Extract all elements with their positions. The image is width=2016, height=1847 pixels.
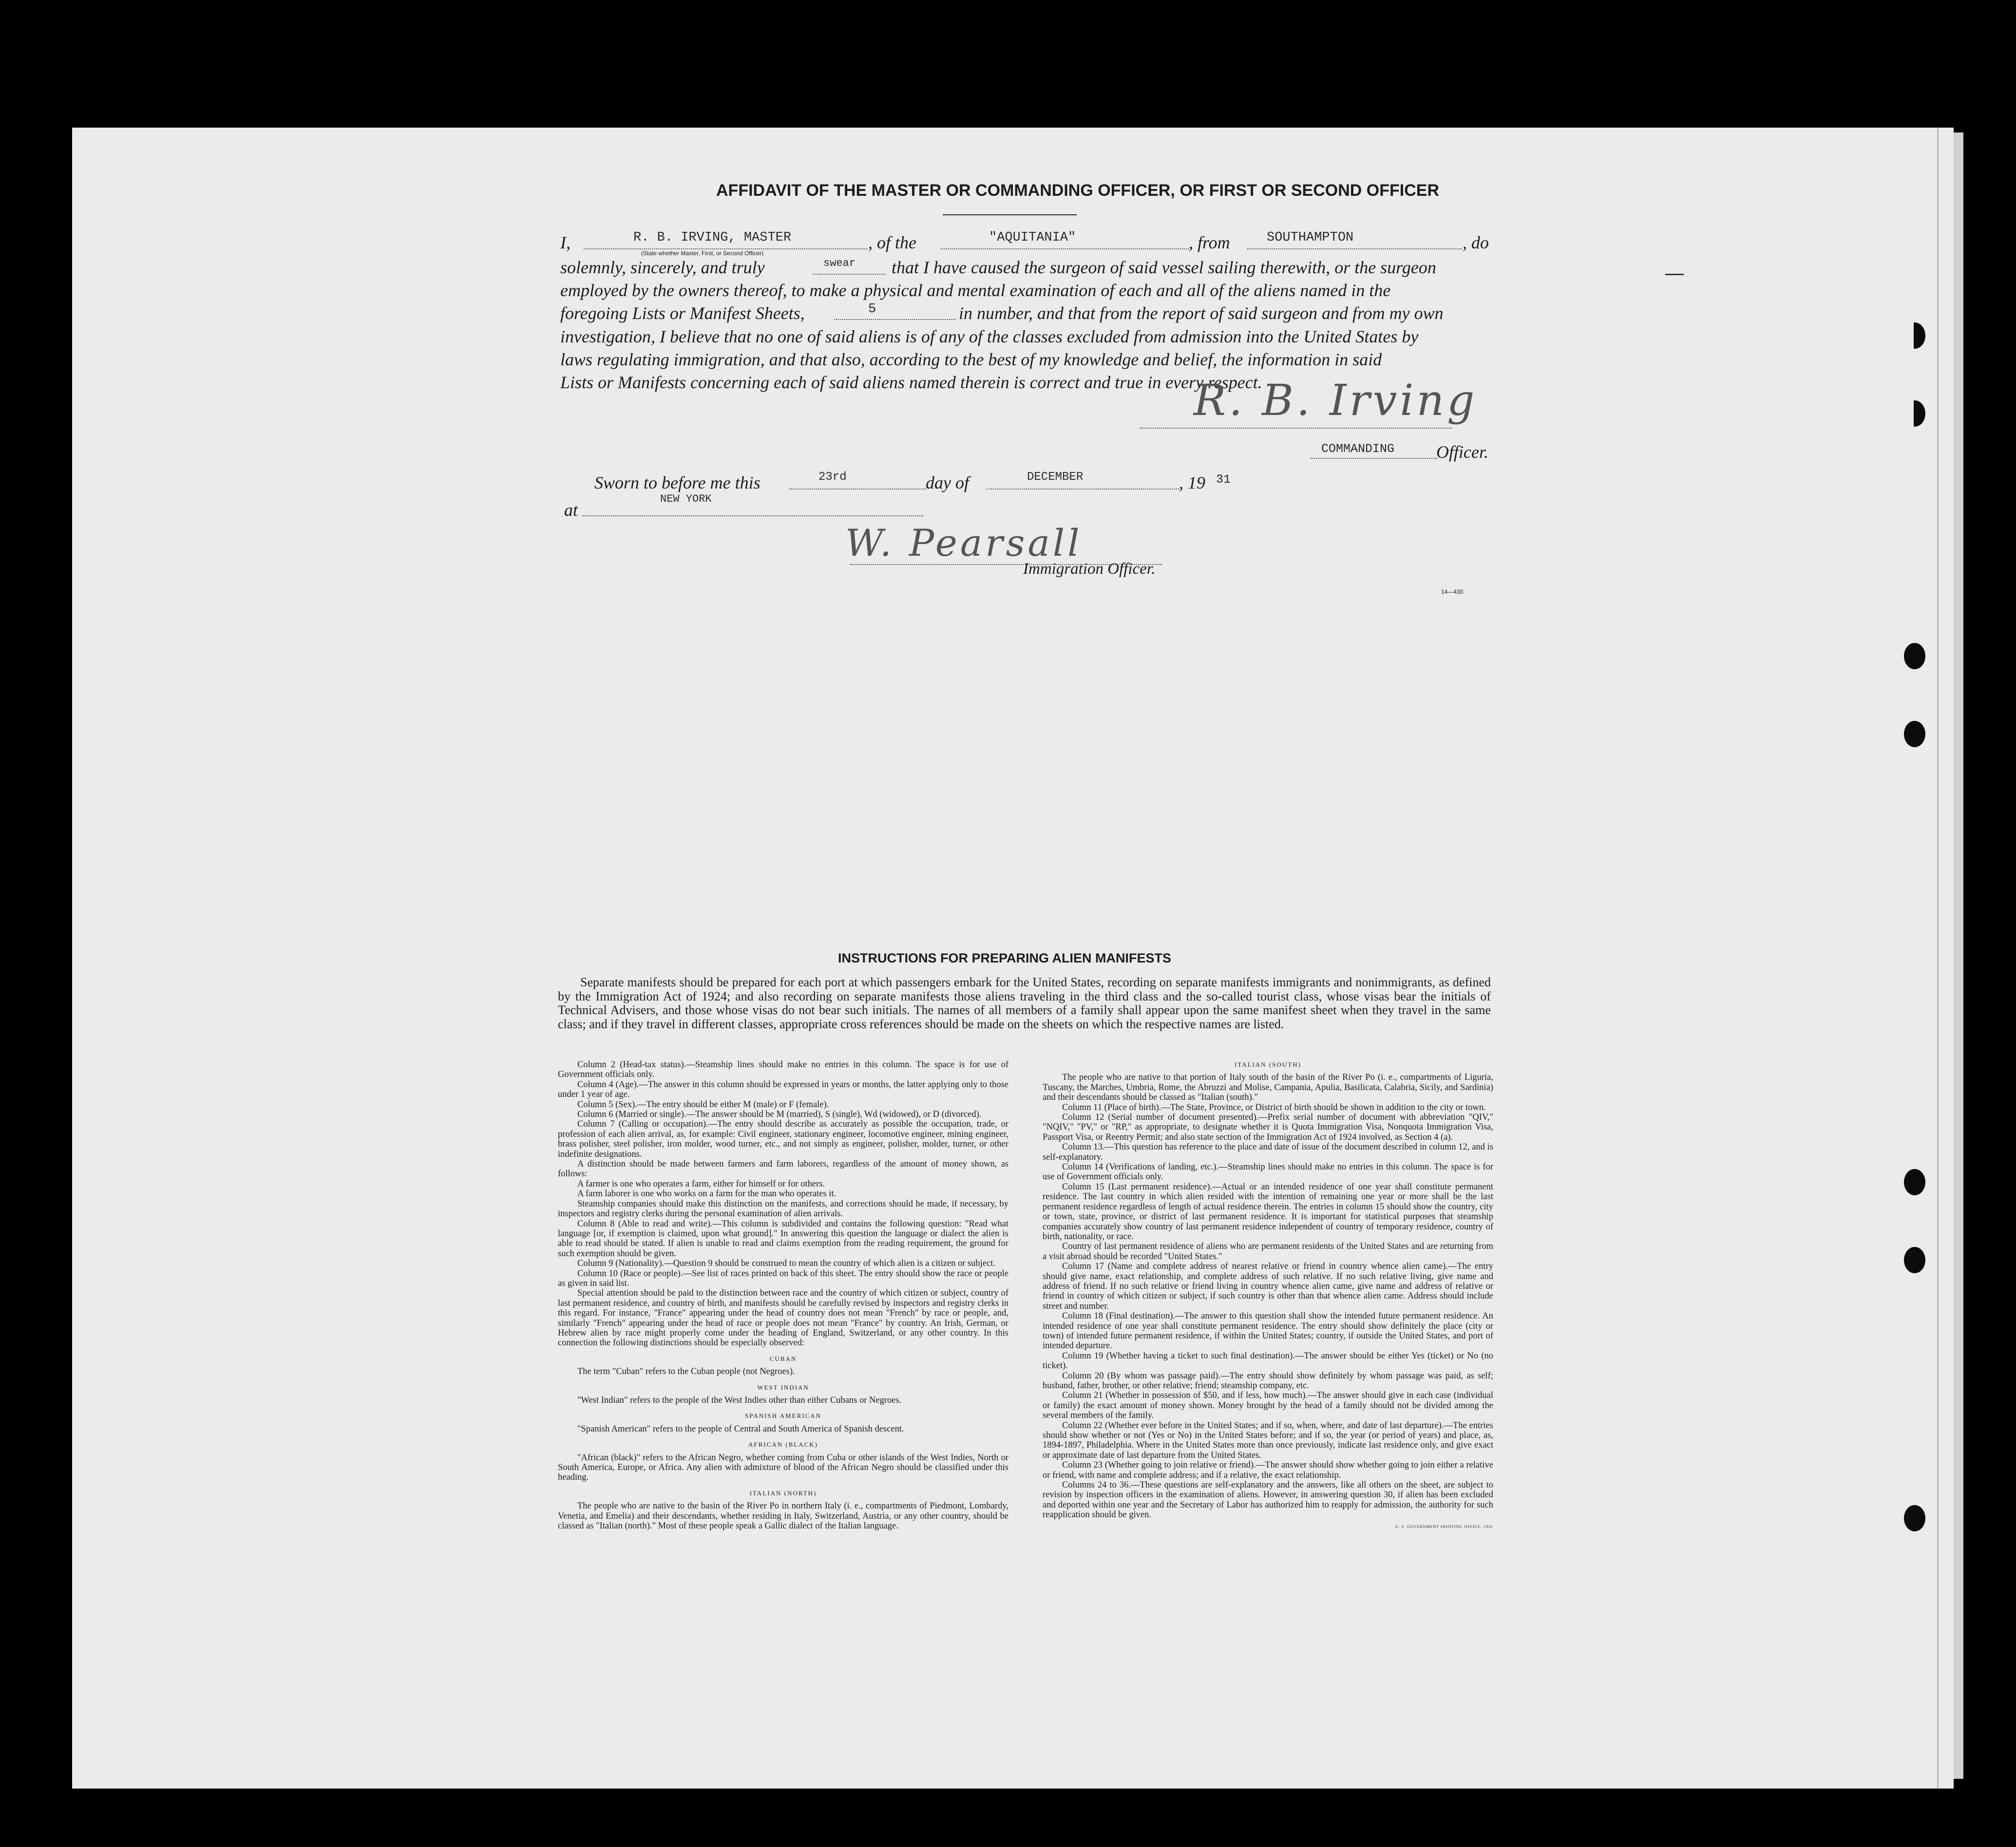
left-para: Column 10 (Race or people).—See list of races printed on back of this sheet. The entry should show the race or people as given in said list.: [558, 1268, 1008, 1288]
vessel-line: [940, 248, 1189, 249]
day-of-label: day of: [926, 473, 969, 492]
do-label: , do: [1463, 233, 1489, 252]
left-para: Column 6 (Married or single).—The answer should be M (married), S (single), Wd (widowed), or D (divorced).: [577, 1110, 982, 1120]
sworn-year: 31: [1216, 472, 1231, 487]
affidavit-prefix: I,: [560, 233, 571, 252]
place-line: [582, 515, 923, 516]
right-para: Column 15 (Last permanent residence).—Actual or an intended residence of one year shall constitute permanent residence. The last country in which alien resided with the intention of remaining one year or more shall be the last permanent residence regardless of length of actual residence therein. The entries in column 15 should show the country, city or town, state, province, or district of last permanent residence. It is important for statistical purposes that steamship companies accurately show country of last permanent residence independent of country of temporary residence, country of birth, nationality, or race.: [1043, 1182, 1493, 1242]
left-para: Steamship companies should make this distinction on the manifests, and corrections should be made, if necessary, by inspectors and registry clerks during the personal examination of alien arrivals.: [558, 1199, 1008, 1219]
african-text: "African (black)" refers to the African Negro, whether coming from Cuba or other islands of the West Indies, North or South America, Europe, or Africa. Any alien with admixture of blood of the African Negro should be classified under this heading.: [558, 1452, 1008, 1483]
printer-imprint: U. S. GOVERNMENT PRINTING OFFICE: 1931: [1395, 1524, 1493, 1529]
binder-hole-7: [1904, 1505, 1925, 1531]
italian-north-heading: ITALIAN (NORTH): [749, 1489, 817, 1497]
west-indian-text: "West Indian" refers to the people of the West Indies other than either Cubans or Negroes.: [577, 1395, 902, 1405]
affidavit-title: AFFIDAVIT OF THE MASTER OR COMMANDING OFFICER, OR FIRST OR SECOND OFFICER: [716, 181, 1439, 200]
left-para: Column 9 (Nationality).—Question 9 should be construed to mean the country of which alien is a citizen or subject.: [577, 1259, 996, 1269]
right-para: Column 12 (Serial number of document presented).—Prefix serial number of document with abbreviation "QIV," "NQIV," "PV," or "RP," as appropriate, to designate whether it is Quota Immigration Visa, Nonquota Immigration Visa, Passport Visa, or Reentry Permit; and also state section of the Immigration Act of 1924 involved, as Section 4 (a).: [1043, 1112, 1493, 1142]
line5: investigation, I believe that no one of said aliens is of any of the classes excluded from admission into the United States by: [560, 327, 1419, 346]
at-label: at: [564, 500, 578, 520]
right-para: Column 19 (Whether having a ticket to such final destination).—The answer should be either Yes (ticket) or No (no ticket).: [1043, 1351, 1493, 1371]
instructions-title: INSTRUCTIONS FOR PREPARING ALIEN MANIFESTS: [838, 951, 1172, 965]
spanish-american-text: "Spanish American" refers to the people of Central and South America of Spanish descent.: [577, 1424, 904, 1434]
right-para: The people who are native to that portion of Italy south of the basin of the River Po (i. e., compartments of Liguria, Tuscany, the Marches, Umbria, Rome, the Abruzzi and Molise, Campania, Apulia, Basilicata, Calabria, Sicily, and Sardinia) and their descendants should be classed as "Italian (south).": [1043, 1073, 1493, 1103]
right-para: Columns 24 to 36.—These questions are self-explanatory and the answers, like all others on the sheet, are subject to revision by inspection officers in the examination of aliens. However, in answering question 30, if alien has been excluded and deported within one year and the Secretary of Labor has authorized him to reapply for admission, the authority for such reapplication should be given.: [1043, 1480, 1493, 1520]
page-edge: [1954, 132, 1963, 1779]
rank-typed: COMMANDING: [1321, 442, 1395, 456]
page-edge-shadow: [1937, 128, 1939, 1789]
right-para: Column 18 (Final destination).—The answer to this question shall show the intended future permanent residence. An intended residence of one year shall constitute permanent residence. The entry should show definitely the place (city or town) of intended future permanent residence, if within the United States; country, if outside the United States, and port of intended departure.: [1043, 1311, 1493, 1351]
line4-post: in number, and that from the report of said surgeon and from my own: [959, 303, 1444, 323]
officer-name: R. B. IRVING, MASTER: [633, 230, 792, 245]
binder-hole-4: [1904, 721, 1925, 747]
left-para: Column 2 (Head-tax status).—Steamship lines should make no entries in this column. The space is for use of Government officials only.: [558, 1060, 1008, 1080]
line4-pre: foregoing Lists or Manifest Sheets,: [560, 303, 805, 323]
signature-line: [1140, 428, 1452, 429]
sheets-line: [834, 319, 956, 320]
port-line: [1247, 248, 1462, 249]
left-para: Column 4 (Age).—The answer in this column should be expressed in years or months, the latter applying only to those under 1 year of age.: [558, 1079, 1008, 1100]
line3: employed by the owners thereof, to make a physical and mental examination of each and all of the aliens named in the: [560, 281, 1391, 300]
right-para: Column 13.—This question has reference to the place and date of issue of the document described in column 12, and is self-explanatory.: [1043, 1142, 1493, 1162]
right-para: Column 14 (Verifications of landing, etc.).—Steamship lines should make no entries in this column. The space is for use of Government officials only.: [1043, 1162, 1493, 1182]
form-number: 14—430: [1441, 588, 1464, 595]
title-rule: [943, 214, 1077, 215]
line6: laws regulating immigration, and that also, according to the best of my knowledge and belief, the information in said: [560, 350, 1382, 369]
port-name: SOUTHAMPTON: [1267, 230, 1354, 245]
sworn-month: DECEMBER: [1027, 471, 1084, 484]
spanish-american-heading: SPANISH AMERICAN: [745, 1412, 821, 1420]
year-prefix: , 19: [1179, 473, 1205, 492]
right-para: Column 11 (Place of birth).—The State, Province, or District of birth should be shown in addition to the city or town.: [1062, 1102, 1486, 1112]
name-hint: (State whether Master, First, or Second Officer): [641, 250, 764, 257]
cuban-heading: CUBAN: [769, 1355, 797, 1362]
officer-label: Officer.: [1436, 442, 1488, 462]
left-para: A farm laborer is one who works on a farm for the man who operates it.: [577, 1189, 837, 1199]
binder-hole-1: [1904, 322, 1925, 349]
right-para: Country of last permanent residence of aliens who are permanent residents of the United States and are returning from a visit abroad should be recorded "United States.": [1043, 1242, 1493, 1262]
left-para: Column 5 (Sex).—The entry should be either M (male) or F (female).: [577, 1099, 829, 1110]
from-label: , from: [1189, 233, 1230, 252]
sworn-day: 23rd: [818, 471, 847, 484]
right-para: Column 22 (Whether ever before in the United States; and if so, when, where, and date of last departure).—The entries should show whether or not (Yes or No) in the United States before; and if so, the year (or period of years) and place, as, 1894-1897, Philadelphia. Where in the United States more than once previously, indicate last residence only, and give exact or approximate date of last departure from the United States.: [1043, 1420, 1493, 1460]
of-the-label: , of the: [868, 233, 916, 252]
instructions-intro: Separate manifests should be prepared for each port at which passengers embark for the United States, recording on separate manifests immigrants and nonimmigrants, as defined by the Immigration Act of 1924; and also recording on separate manifests those aliens traveling in the third class and the so-called tourist class, whose visas bear the initials of Technical Advisers, and those whose visas do not bear such initials. The names of all members of a family shall appear upon the same manifest sheet when they travel in the same class; and if they travel in different classes, appropriate cross references should be made on the sheets on which the respective names are listed.: [558, 975, 1491, 1031]
line7: Lists or Manifests concerning each of said aliens named therein is correct and true in every respect.: [560, 373, 1262, 392]
instructions-left-column: [558, 1060, 1008, 1531]
month-line: [987, 489, 1179, 490]
binder-hole-3: [1904, 643, 1925, 669]
left-para: Column 7 (Calling or occupation).—The entry should describe as accurately as possible the occupation, trade, or profession of each alien arrival, as, for example: Civil engineer, stationary engineer, locomotive engineer, mining engineer, brass polisher, steel polisher, iron molder, wood turner, etc., and not simply as engineer, polisher, molder, turner, or other indefinite designations.: [558, 1119, 1008, 1159]
margin-mark: [1665, 274, 1684, 275]
line2-post: that I have caused the surgeon of said vessel sailing therewith, or the surgeon: [892, 258, 1436, 277]
right-para: Column 20 (By whom was passage paid).—The entry should show definitely by whom passage was paid, as self; husband, father, brother, or other relative; friend; steamship company, etc.: [1043, 1371, 1493, 1391]
immigration-signature: W. Pearsall: [845, 521, 1083, 565]
line2-pre: solemnly, sincerely, and truly: [560, 258, 765, 277]
left-para: A farmer is one who operates a farm, either for himself or for others.: [577, 1179, 825, 1189]
sworn-place: NEW YORK: [660, 493, 712, 505]
instructions-right-column: [1043, 1060, 1493, 1532]
oath-word: swear: [823, 257, 856, 269]
day-line: [789, 489, 926, 490]
vessel-name: "AQUITANIA": [989, 230, 1076, 245]
sworn-pre: Sworn to before me this: [594, 473, 761, 492]
binder-hole-6: [1904, 1247, 1925, 1273]
binder-hole-5: [1904, 1169, 1925, 1195]
italian-south-heading: ITALIAN (SOUTH): [1235, 1061, 1301, 1068]
rank-line: [1311, 458, 1437, 459]
left-para: A distinction should be made between farmers and farm laborers, regardless of the amount of money shown, as follows:: [558, 1159, 1008, 1179]
sheet-count: 5: [868, 302, 876, 317]
immigration-label: Immigration Officer.: [1023, 560, 1156, 578]
oath-line: [813, 274, 886, 275]
right-para: Column 17 (Name and complete address of nearest relative or friend in country whence alien came).—The entry should give name, exact relationship, and complete address of such relative. If no such relative living, give name and address of friend. If no such relative or friend living in country whence alien came, give name and address of relative or friend in country of which citizen or subject, if such country is other than that whence alien came. Address should include street and number.: [1043, 1262, 1493, 1311]
left-para: Column 8 (Able to read and write).—This column is subdivided and contains the following question: "Read what language [or, if exemption is claimed, upon what ground]." In answering this question the language or dialect the alien is able to read should be stated. If alien is unable to read and claims exemption from the reading requirement, the ground for such exemption should be given.: [558, 1219, 1008, 1259]
african-heading: AFRICAN (BLACK): [748, 1441, 818, 1449]
right-para: Column 21 (Whether in possession of $50, and if less, how much).—The answer should give in each case (individual or family) the exact amount of money shown. Money brought by the head of a family should not be divided among the several members of the family.: [1043, 1391, 1493, 1421]
right-para: Column 23 (Whether going to join relative or friend).—The answer should show whether going to join either a relative or friend, with name and complete address; and if a relative, the exact relationship.: [1043, 1460, 1493, 1480]
italian-north-text: The people who are native to the basin of the River Po in northern Italy (i. e., compartments of Piedmont, Lombardy, Venetia, and Emelia) and their descendants, whether residing in Italy, Switzerland, Austria, or any other country, should be classed as "Italian (north)." Most of these people speak a Gallic dialect of the Italian language.: [558, 1501, 1008, 1531]
master-signature: R. B. Irving: [1194, 375, 1478, 425]
cuban-text: The term "Cuban" refers to the Cuban people (not Negroes).: [577, 1367, 795, 1377]
left-para: Special attention should be paid to the distinction between race and the country of which citizen or subject, country of last permanent residence, and country of birth, and manifests should be carefully revised by inspectors and registry clerks in this regard. For instance, "France" appearing under the head of country does not mean "French" by race or people, and, similarly "French" appearing under the head of race or people does not mean "France" by country. An Irish, German, or Hebrew alien by race might properly come under the heading of England, Switzerland, or any other country. In this connection the following distinctions should be especially observed:: [558, 1288, 1008, 1348]
binder-hole-2: [1904, 400, 1925, 427]
name-line: [584, 248, 867, 249]
west-indian-heading: WEST INDIAN: [757, 1383, 809, 1391]
